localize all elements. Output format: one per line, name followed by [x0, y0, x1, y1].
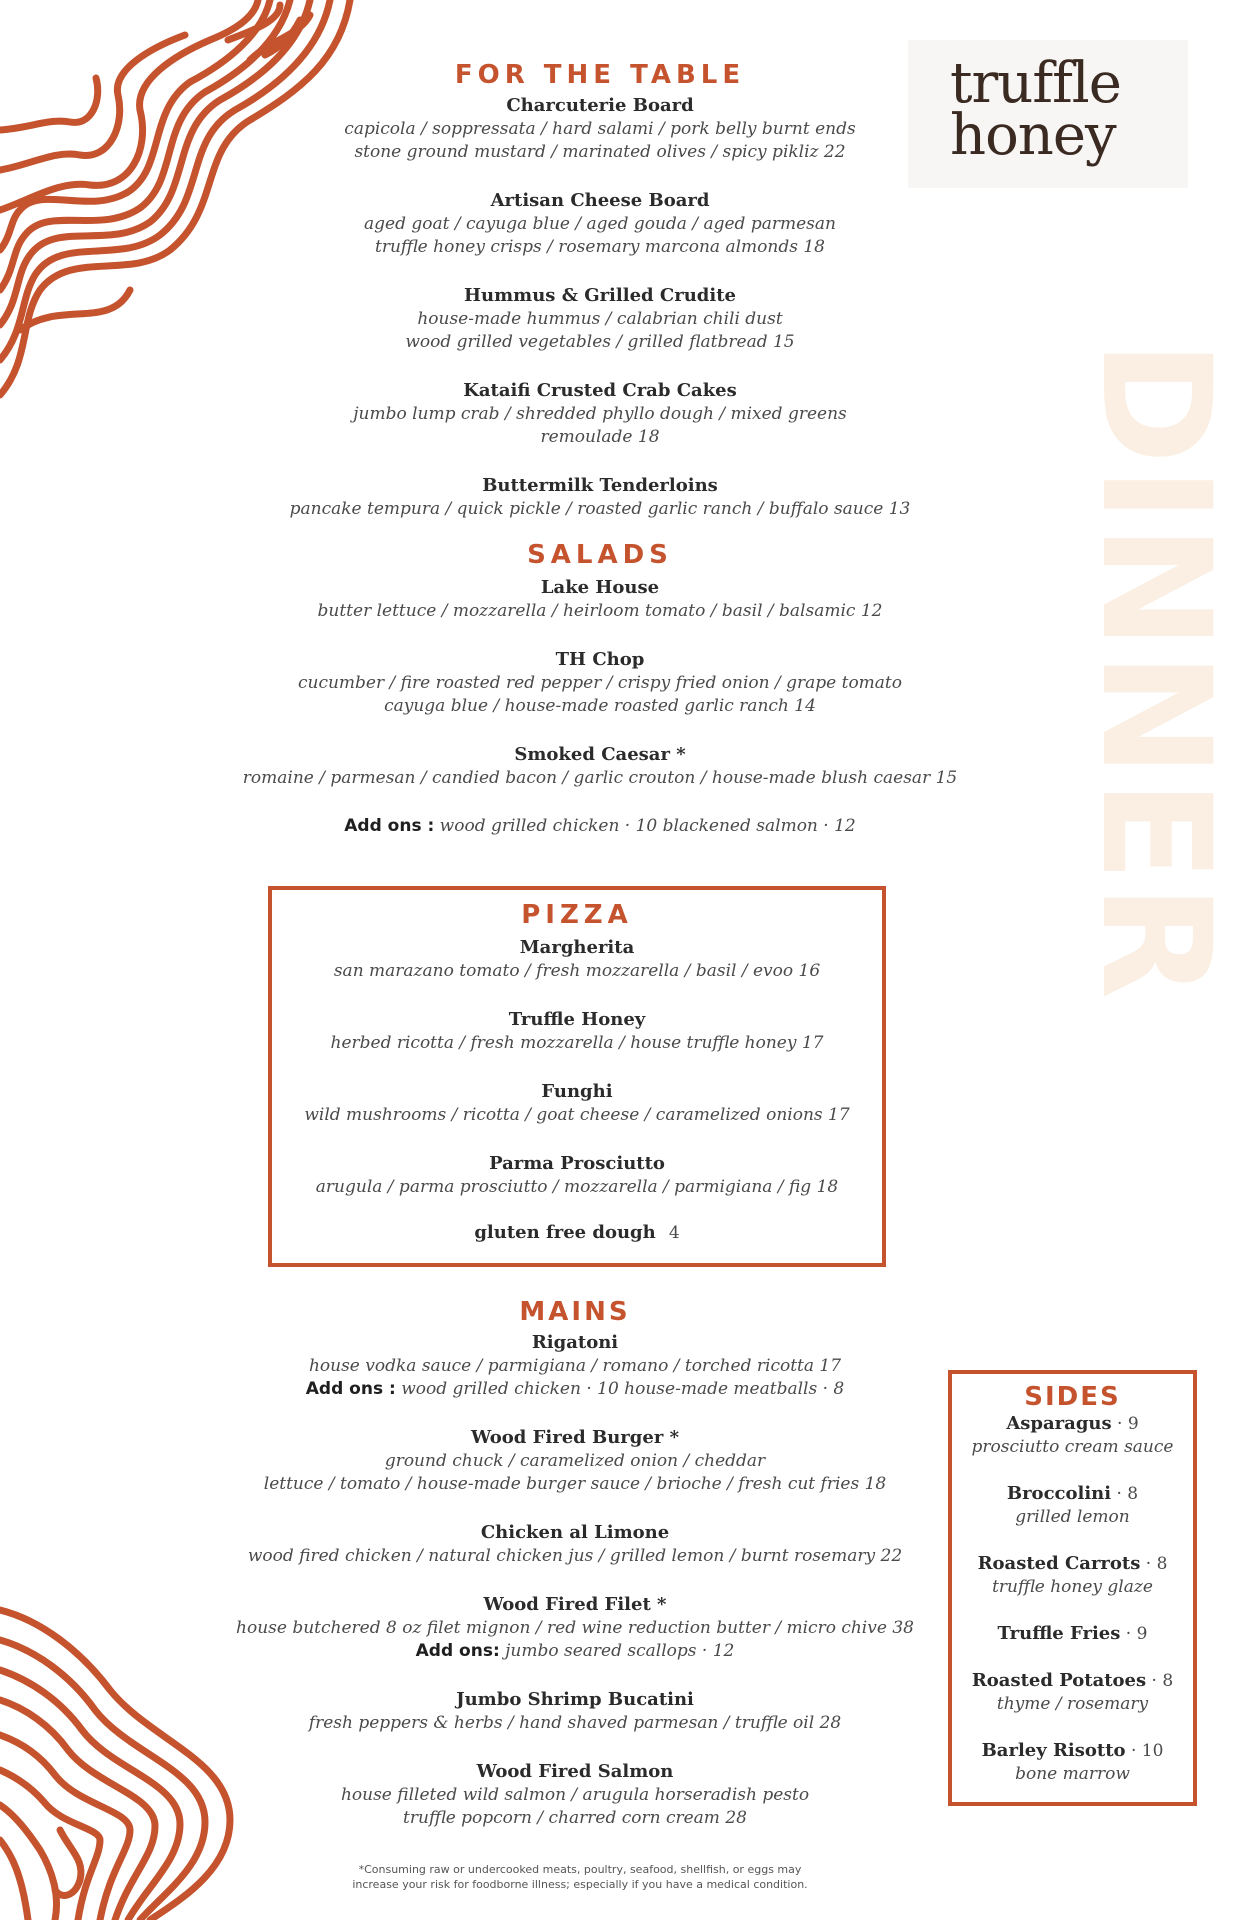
item-description: house butchered 8 oz filet mignon / red wine reduction butter / micro chive 38: [236, 1618, 914, 1638]
menu-item: [200, 743, 1000, 790]
menu-item: [230, 94, 970, 164]
side-price: · 8: [1140, 1554, 1168, 1574]
item-name: Jumbo Shrimp Bucatini: [456, 1689, 694, 1710]
menu-item: [230, 474, 970, 521]
item-name: Buttermilk Tenderloins: [482, 475, 718, 496]
side-price: · 8: [1146, 1671, 1174, 1691]
side-description: bone marrow: [1015, 1764, 1130, 1784]
item-description: jumbo lump crab / shredded phyllo dough / mixed greens: [353, 404, 847, 424]
side-name: Roasted Carrots: [977, 1553, 1141, 1574]
addons-label: Add ons :: [305, 1379, 396, 1399]
item-description: butter lettuce / mozzarella / heirloom tomato / basil / balsamic 12: [317, 601, 883, 621]
item-name: Smoked Caesar *: [514, 744, 686, 765]
item-description-2: lettuce / tomato / house-made burger sauce / brioche / fresh cut fries 18: [263, 1474, 887, 1494]
menu-item: [200, 1331, 950, 1401]
side-description: thyme / rosemary: [996, 1694, 1149, 1714]
item-description: fresh peppers & herbs / hand shaved parmesan / truffle oil 28: [308, 1713, 842, 1733]
item-description: romaine / parmesan / candied bacon / garlic crouton / house-made blush caesar 15: [242, 768, 958, 788]
menu-item: [200, 1688, 950, 1735]
menu-item: [230, 379, 970, 449]
addons-text: wood grilled chicken · 10 house-made meatballs · 8: [395, 1379, 845, 1399]
item-name: Hummus & Grilled Crudite: [464, 285, 736, 306]
side-item: [950, 1622, 1195, 1646]
item-name: Truffle Honey: [508, 1009, 646, 1030]
item-name: Charcuterie Board: [506, 95, 694, 116]
item-name: TH Chop: [555, 649, 645, 670]
side-name: Asparagus: [1006, 1413, 1112, 1434]
item-description: ground chuck / caramelized onion / cheddar: [384, 1451, 766, 1471]
section-mains: [200, 1297, 950, 1830]
addons-text: wood grilled chicken · 10 blackened salmon · 12: [434, 816, 856, 836]
addons-label: Add ons :: [344, 816, 435, 836]
section-salads: [200, 540, 1000, 838]
side-price: · 10: [1125, 1741, 1164, 1761]
item-description: san marazano tomato / fresh mozzarella / basil / evoo 16: [333, 961, 821, 981]
item-description: capicola / soppressata / hard salami / pork belly burnt ends: [344, 119, 856, 139]
section-pizza: [270, 900, 884, 1245]
side-price: · 9: [1120, 1624, 1148, 1644]
gluten-free-option: [270, 1221, 884, 1245]
item-description: arugula / parma prosciutto / mozzarella / parmigiana / fig 18: [315, 1177, 839, 1197]
item-name: Wood Fired Salmon: [476, 1761, 674, 1782]
menu-item: [270, 1152, 884, 1199]
item-name: Chicken al Limone: [480, 1522, 670, 1543]
item-description-2: truffle honey crisps / rosemary marcona almonds 18: [375, 237, 825, 257]
item-name: Funghi: [541, 1081, 613, 1102]
item-description: house vodka sauce / parmigiana / romano / torched ricotta 17: [308, 1356, 842, 1376]
menu-item: [200, 1593, 950, 1663]
menu-item: [200, 648, 1000, 718]
item-name: Wood Fired Burger *: [470, 1427, 679, 1448]
side-item: [950, 1412, 1195, 1459]
brand-logo: [950, 51, 1180, 168]
side-name: Barley Risotto: [981, 1740, 1126, 1761]
item-description-2: wood grilled vegetables / grilled flatbread 15: [405, 332, 795, 352]
item-description-2: remoulade 18: [540, 427, 660, 447]
side-item: [950, 1739, 1195, 1786]
side-price: · 9: [1111, 1414, 1139, 1434]
menu-item: [230, 189, 970, 259]
item-description: house-made hummus / calabrian chili dust: [417, 309, 783, 329]
side-item: [950, 1552, 1195, 1599]
item-description: pancake tempura / quick pickle / roasted garlic ranch / buffalo sauce 13: [289, 499, 911, 519]
item-addons: [200, 1640, 950, 1663]
menu-item: [270, 1008, 884, 1055]
item-description: aged goat / cayuga blue / aged gouda / aged parmesan: [364, 214, 836, 234]
item-description-2: truffle popcorn / charred corn cream 28: [403, 1808, 747, 1828]
addons-label: Add ons:: [415, 1641, 500, 1661]
health-disclaimer: [320, 1862, 840, 1892]
side-name: Truffle Fries: [997, 1623, 1121, 1644]
item-description: wood fired chicken / natural chicken jus / grilled lemon / burnt rosemary 22: [247, 1546, 903, 1566]
side-description: grilled lemon: [1015, 1507, 1130, 1527]
side-item: [950, 1482, 1195, 1529]
item-name: Kataifi Crusted Crab Cakes: [463, 380, 737, 401]
menu-item: [200, 576, 1000, 623]
disclaimer-line-1: *Consuming raw or undercooked meats, poultry, seafood, shellfish, or eggs may: [358, 1863, 802, 1876]
side-item: [950, 1669, 1195, 1716]
logo-line-2: honey: [950, 103, 1116, 168]
menu-item: [200, 1426, 950, 1496]
side-price: · 8: [1111, 1484, 1139, 1504]
item-name: Lake House: [540, 577, 660, 598]
logo-line-1: truffle: [950, 51, 1121, 116]
item-name: Artisan Cheese Board: [490, 190, 710, 211]
disclaimer-line-2: increase your risk for foodborne illness; especially if you have a medical condition.: [352, 1878, 808, 1891]
item-name: Wood Fired Filet *: [483, 1594, 667, 1615]
side-description: prosciutto cream sauce: [971, 1437, 1174, 1457]
item-description: cucumber / fire roasted red pepper / crispy fried onion / grape tomato: [297, 673, 902, 693]
section-sides: [950, 1382, 1195, 1786]
gluten-free-price: 4: [668, 1223, 680, 1243]
menu-item: [200, 1760, 950, 1830]
menu-item: [230, 284, 970, 354]
menu-item: [270, 936, 884, 983]
dinner-watermark-text: DINNER: [1068, 340, 1242, 1002]
salad-addons: [200, 815, 1000, 838]
section-title: FOR THE TABLE: [454, 60, 746, 90]
item-addons: [200, 1378, 950, 1401]
item-name: Parma Prosciutto: [489, 1153, 665, 1174]
item-description: wild mushrooms / ricotta / goat cheese / caramelized onions 17: [304, 1105, 850, 1125]
section-title: MAINS: [519, 1297, 631, 1327]
section-for-the-table: [230, 60, 970, 521]
menu-item: [270, 1080, 884, 1127]
item-description-2: stone ground mustard / marinated olives / spicy pikliz 22: [354, 142, 846, 162]
gluten-free-label: gluten free dough: [474, 1222, 656, 1243]
item-description: herbed ricotta / fresh mozzarella / house truffle honey 17: [330, 1033, 824, 1053]
side-name: Roasted Potatoes: [971, 1670, 1147, 1691]
dinner-watermark: [1062, 340, 1243, 1002]
section-title: SALADS: [527, 540, 673, 570]
section-title: SIDES: [1024, 1382, 1121, 1412]
side-name: Broccolini: [1006, 1483, 1112, 1504]
menu-item: [200, 1521, 950, 1568]
item-name: Rigatoni: [531, 1332, 619, 1353]
item-name: Margherita: [519, 937, 635, 958]
item-description-2: cayuga blue / house-made roasted garlic ranch 14: [384, 696, 816, 716]
addons-text: jumbo seared scallops · 12: [499, 1641, 735, 1661]
item-description: house filleted wild salmon / arugula horseradish pesto: [340, 1785, 810, 1805]
section-title: PIZZA: [521, 900, 633, 930]
side-description: truffle honey glaze: [992, 1577, 1153, 1597]
